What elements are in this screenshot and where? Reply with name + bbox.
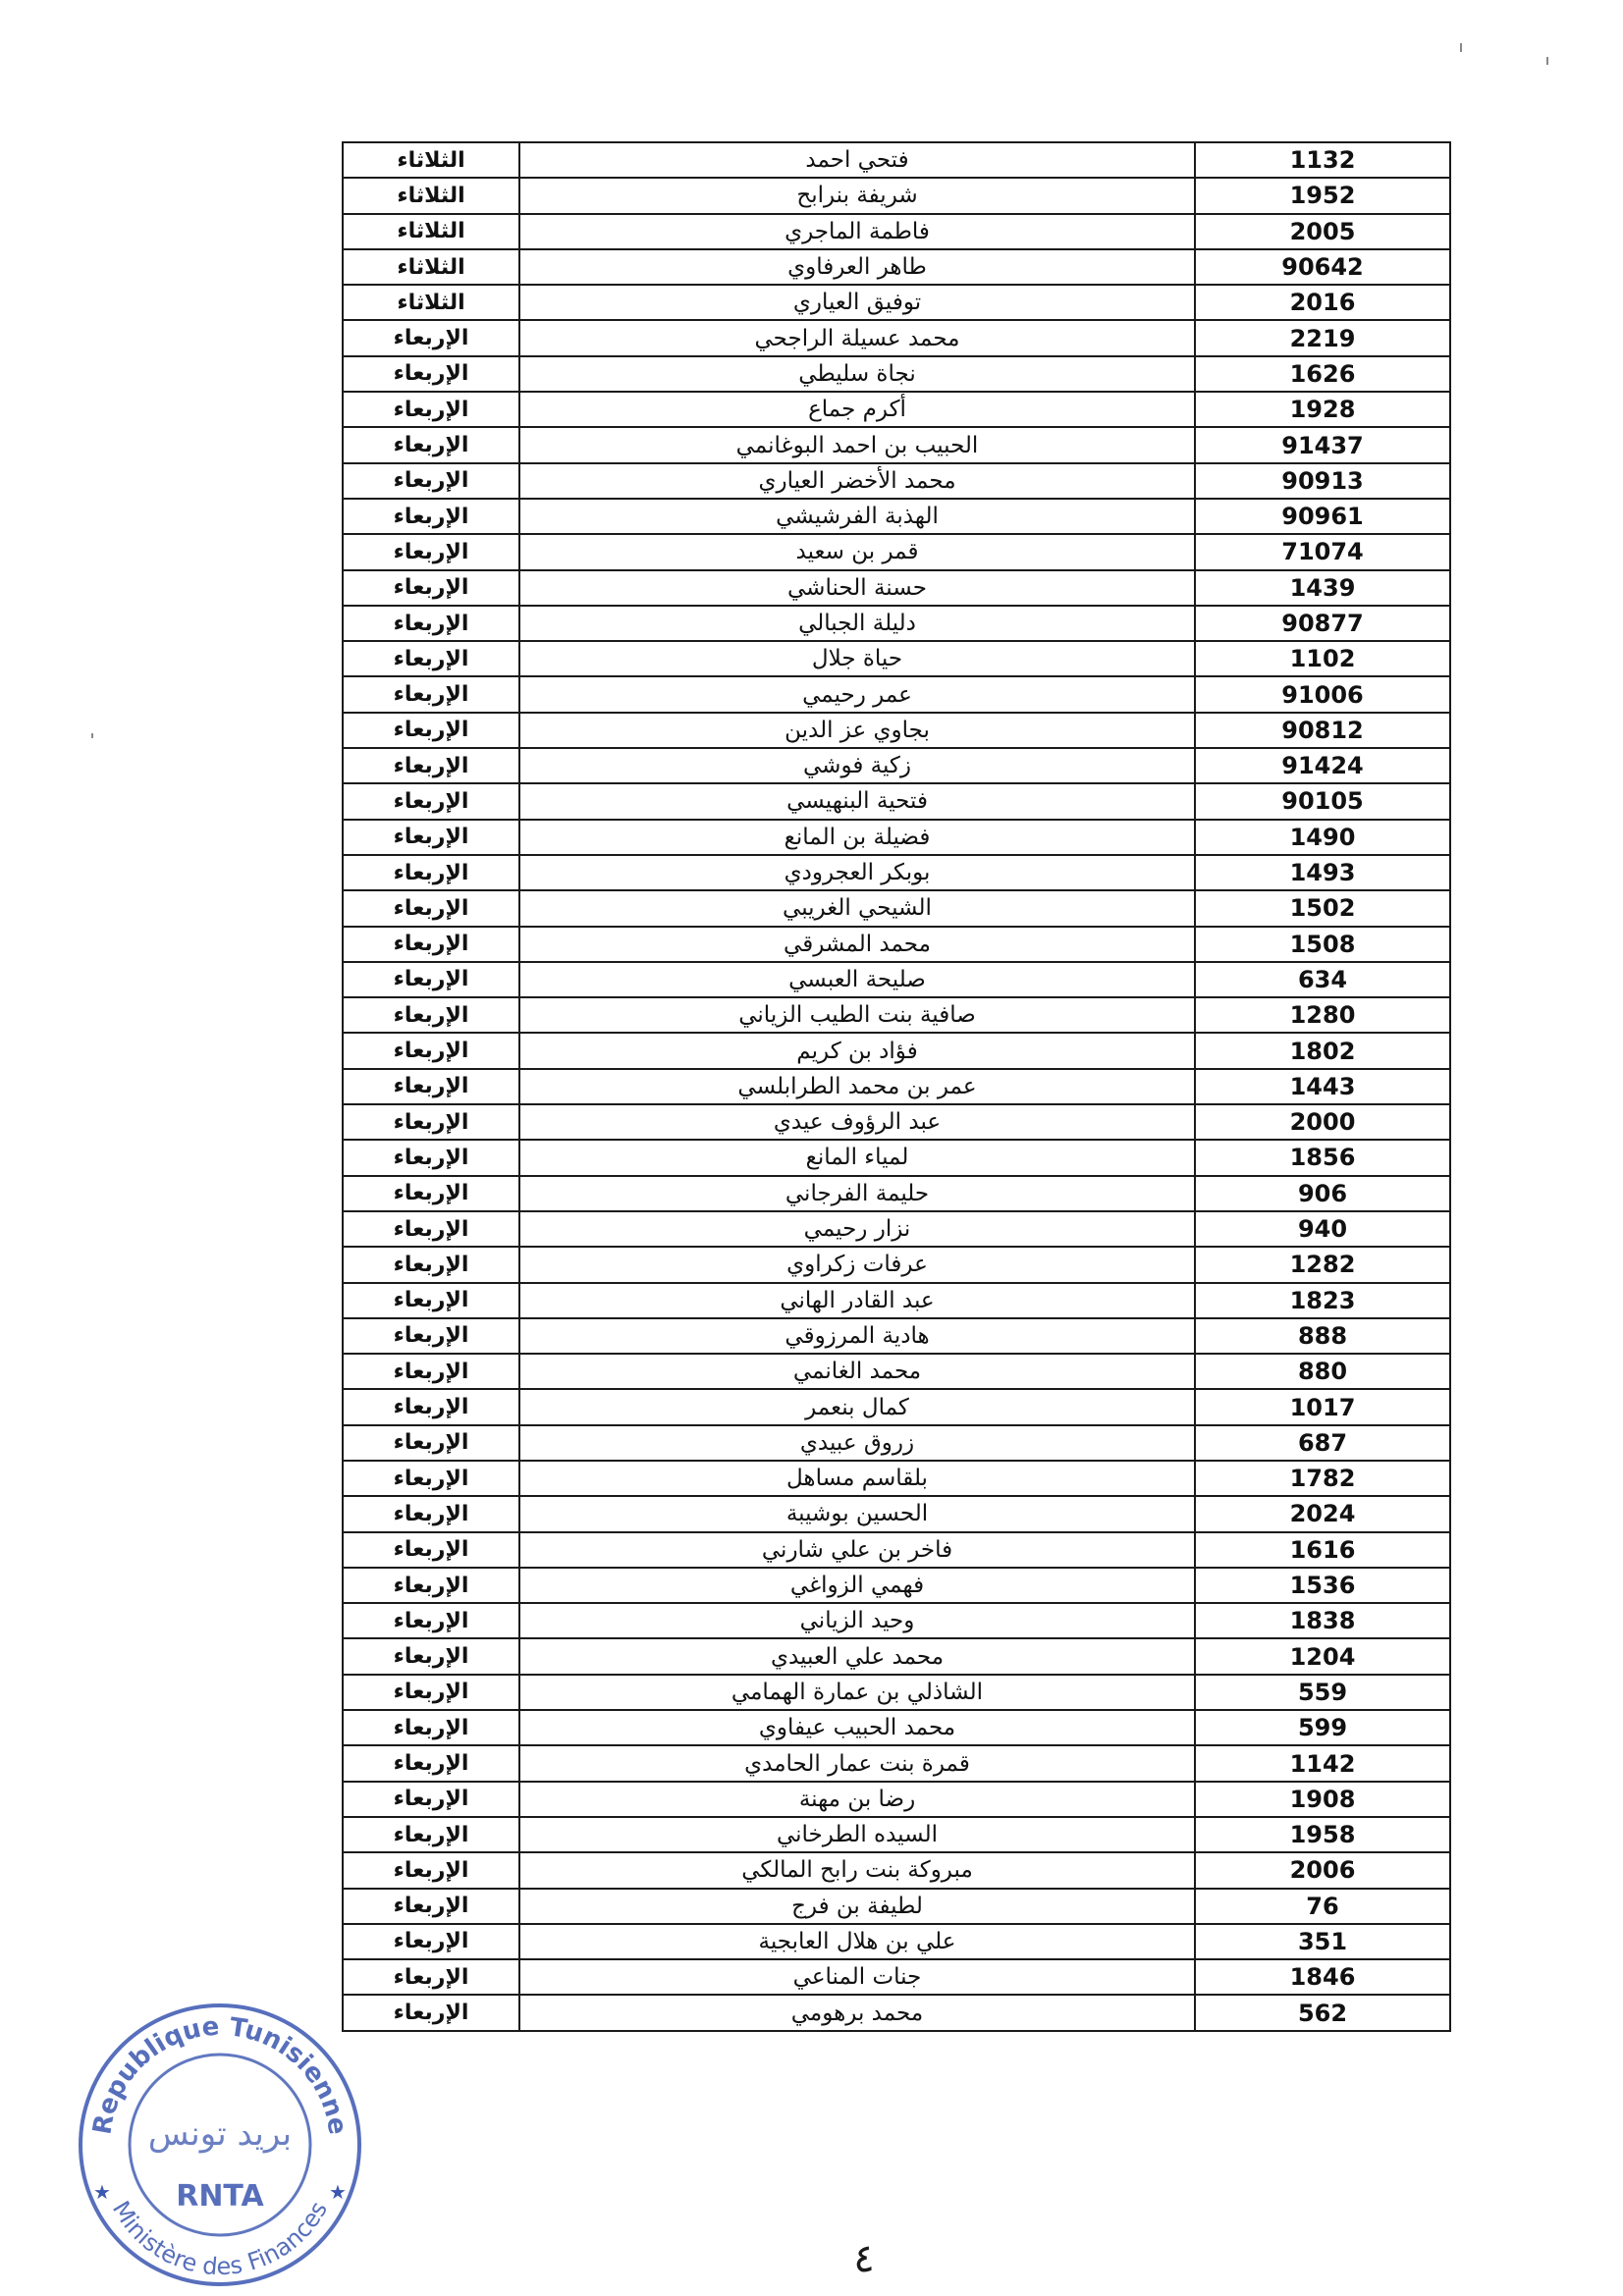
page-number: ٤ <box>853 2236 875 2281</box>
day-cell: الإربعاء <box>343 1354 519 1389</box>
table-row <box>343 463 1450 499</box>
stamp-top-text: Republique Tunisienne <box>87 2011 352 2137</box>
day-cell: الإربعاء <box>343 1924 519 1959</box>
scan-speck <box>1546 57 1548 65</box>
day-cell: الإربعاء <box>343 1425 519 1461</box>
id-cell: 1490 <box>1195 820 1450 855</box>
day-cell: الثلاثاء <box>343 214 519 249</box>
table-row <box>343 1889 1450 1924</box>
id-cell: 1017 <box>1195 1389 1450 1424</box>
day-cell: الإربعاء <box>343 676 519 712</box>
id-cell: 2016 <box>1195 285 1450 320</box>
day-cell: الإربعاء <box>343 1995 519 2030</box>
table-row <box>343 713 1450 748</box>
id-cell: 91424 <box>1195 748 1450 783</box>
id-cell: 90812 <box>1195 713 1450 748</box>
id-cell: 1132 <box>1195 142 1450 178</box>
table-row <box>343 356 1450 392</box>
stamp-center-text: RNTA <box>176 2179 264 2214</box>
name-cell: محمد برهومي <box>519 1995 1195 2030</box>
table-row <box>343 1603 1450 1638</box>
id-cell: 90961 <box>1195 499 1450 534</box>
name-cell: كمال بنعمر <box>519 1389 1195 1424</box>
name-cell: محمد عسيلة الراجحي <box>519 320 1195 355</box>
day-cell: الإربعاء <box>343 1959 519 1995</box>
table-row <box>343 178 1450 213</box>
day-cell: الثلاثاء <box>343 285 519 320</box>
day-cell: الإربعاء <box>343 1675 519 1710</box>
day-cell: الإربعاء <box>343 463 519 499</box>
table-row <box>343 1283 1450 1318</box>
name-cell: زروق عبيدي <box>519 1425 1195 1461</box>
name-cell: دليلة الجبالي <box>519 606 1195 641</box>
day-cell: الإربعاء <box>343 1069 519 1104</box>
id-cell: 1782 <box>1195 1461 1450 1496</box>
table-row <box>343 1852 1450 1888</box>
id-cell: 888 <box>1195 1318 1450 1354</box>
name-cell: صليحة العبسي <box>519 962 1195 997</box>
name-cell: الشاذلي بن عمارة الهمامي <box>519 1675 1195 1710</box>
id-cell: 1502 <box>1195 890 1450 926</box>
name-cell: بلقاسم مساهل <box>519 1461 1195 1496</box>
roster-table <box>342 141 1451 2032</box>
name-cell: جنات المناعي <box>519 1959 1195 1995</box>
id-cell: 1908 <box>1195 1782 1450 1817</box>
roster-table-body <box>343 142 1450 2031</box>
table-row <box>343 1461 1450 1496</box>
day-cell: الإربعاء <box>343 427 519 462</box>
table-row <box>343 748 1450 783</box>
day-cell: الإربعاء <box>343 1033 519 1068</box>
id-cell: 1443 <box>1195 1069 1450 1104</box>
name-cell: فتحية البنهيسي <box>519 783 1195 819</box>
name-cell: علي بن هلال العابجية <box>519 1924 1195 1959</box>
id-cell: 351 <box>1195 1924 1450 1959</box>
table-row <box>343 890 1450 926</box>
stamp-star-left-icon: ★ <box>93 2180 111 2204</box>
table-row <box>343 927 1450 962</box>
name-cell: الهذبة الفرشيشي <box>519 499 1195 534</box>
table-row <box>343 676 1450 712</box>
day-cell: الإربعاء <box>343 1461 519 1496</box>
name-cell: فاطمة الماجري <box>519 214 1195 249</box>
day-cell: الإربعاء <box>343 1318 519 1354</box>
table-row <box>343 1675 1450 1710</box>
id-cell: 599 <box>1195 1710 1450 1745</box>
table-row <box>343 1318 1450 1354</box>
id-cell: 2000 <box>1195 1104 1450 1140</box>
id-cell: 1846 <box>1195 1959 1450 1995</box>
name-cell: بوبكر العجرودي <box>519 855 1195 890</box>
id-cell: 91437 <box>1195 427 1450 462</box>
name-cell: السيده الطرخاني <box>519 1817 1195 1852</box>
day-cell: الإربعاء <box>343 997 519 1033</box>
name-cell: عبد القادر الهاني <box>519 1283 1195 1318</box>
table-row <box>343 1140 1450 1175</box>
name-cell: أكرم جماع <box>519 392 1195 427</box>
id-cell: 634 <box>1195 962 1450 997</box>
name-cell: فاخر بن علي شارني <box>519 1532 1195 1568</box>
table-row <box>343 997 1450 1033</box>
id-cell: 90642 <box>1195 249 1450 285</box>
table-row <box>343 1710 1450 1745</box>
table-row <box>343 534 1450 569</box>
table-row <box>343 570 1450 606</box>
day-cell: الإربعاء <box>343 855 519 890</box>
table-row <box>343 1033 1450 1068</box>
id-cell: 1958 <box>1195 1817 1450 1852</box>
day-cell: الإربعاء <box>343 1603 519 1638</box>
day-cell: الإربعاء <box>343 820 519 855</box>
id-cell: 880 <box>1195 1354 1450 1389</box>
id-cell: 1928 <box>1195 392 1450 427</box>
table-row <box>343 820 1450 855</box>
table-row <box>343 962 1450 997</box>
day-cell: الإربعاء <box>343 570 519 606</box>
day-cell: الثلاثاء <box>343 178 519 213</box>
name-cell: شريفة بنرابح <box>519 178 1195 213</box>
name-cell: حياة جلال <box>519 641 1195 676</box>
id-cell: 76 <box>1195 1889 1450 1924</box>
day-cell: الإربعاء <box>343 748 519 783</box>
id-cell: 2005 <box>1195 214 1450 249</box>
table-row <box>343 641 1450 676</box>
scan-speck <box>1460 43 1462 52</box>
table-row <box>343 606 1450 641</box>
table-row <box>343 1496 1450 1531</box>
day-cell: الإربعاء <box>343 1745 519 1781</box>
day-cell: الإربعاء <box>343 1247 519 1282</box>
id-cell: 687 <box>1195 1425 1450 1461</box>
day-cell: الثلاثاء <box>343 142 519 178</box>
table-row <box>343 320 1450 355</box>
name-cell: وحيد الزياني <box>519 1603 1195 1638</box>
id-cell: 2024 <box>1195 1496 1450 1531</box>
day-cell: الإربعاء <box>343 1782 519 1817</box>
id-cell: 1856 <box>1195 1140 1450 1175</box>
table-row <box>343 1211 1450 1247</box>
day-cell: الإربعاء <box>343 1104 519 1140</box>
table-row <box>343 214 1450 249</box>
id-cell: 1616 <box>1195 1532 1450 1568</box>
name-cell: بجاوي عز الدين <box>519 713 1195 748</box>
id-cell: 562 <box>1195 1995 1450 2030</box>
stamp-bottom-text: Ministère des Finances <box>106 2196 334 2281</box>
table-row <box>343 142 1450 178</box>
id-cell: 90877 <box>1195 606 1450 641</box>
table-row <box>343 1959 1450 1995</box>
day-cell: الإربعاء <box>343 1710 519 1745</box>
name-cell: محمد علي العبيدي <box>519 1638 1195 1674</box>
stamp-inner-script: بريد تونس <box>147 2114 293 2154</box>
name-cell: توفيق العياري <box>519 285 1195 320</box>
table-row <box>343 1924 1450 1959</box>
id-cell: 1823 <box>1195 1283 1450 1318</box>
id-cell: 906 <box>1195 1176 1450 1211</box>
name-cell: محمد الحبيب عيفاوي <box>519 1710 1195 1745</box>
name-cell: عمر رحيمي <box>519 676 1195 712</box>
day-cell: الثلاثاء <box>343 249 519 285</box>
name-cell: فؤاد بن كريم <box>519 1033 1195 1068</box>
id-cell: 559 <box>1195 1675 1450 1710</box>
name-cell: حليمة الفرجاني <box>519 1176 1195 1211</box>
table-row <box>343 783 1450 819</box>
id-cell: 1802 <box>1195 1033 1450 1068</box>
name-cell: رضا بن مهنة <box>519 1782 1195 1817</box>
id-cell: 91006 <box>1195 676 1450 712</box>
day-cell: الإربعاء <box>343 356 519 392</box>
table-row <box>343 1104 1450 1140</box>
table-row <box>343 1745 1450 1781</box>
name-cell: مبروكة بنت رابح المالكي <box>519 1852 1195 1888</box>
id-cell: 2006 <box>1195 1852 1450 1888</box>
table-row <box>343 1568 1450 1603</box>
scan-speck <box>91 733 93 738</box>
table-row <box>343 1354 1450 1389</box>
table-row <box>343 1247 1450 1282</box>
table-row <box>343 1425 1450 1461</box>
table-row <box>343 1817 1450 1852</box>
id-cell: 1626 <box>1195 356 1450 392</box>
table-row <box>343 249 1450 285</box>
day-cell: الإربعاء <box>343 1283 519 1318</box>
day-cell: الإربعاء <box>343 1638 519 1674</box>
day-cell: الإربعاء <box>343 783 519 819</box>
day-cell: الإربعاء <box>343 890 519 926</box>
name-cell: محمد الغانمي <box>519 1354 1195 1389</box>
id-cell: 1439 <box>1195 570 1450 606</box>
name-cell: محمد الأخضر العياري <box>519 463 1195 499</box>
table-row <box>343 855 1450 890</box>
name-cell: عبد الرؤوف عيدي <box>519 1104 1195 1140</box>
id-cell: 1102 <box>1195 641 1450 676</box>
name-cell: فهمي الزواغي <box>519 1568 1195 1603</box>
name-cell: محمد المشرقي <box>519 927 1195 962</box>
day-cell: الإربعاء <box>343 320 519 355</box>
table-row <box>343 427 1450 462</box>
id-cell: 1282 <box>1195 1247 1450 1282</box>
day-cell: الإربعاء <box>343 927 519 962</box>
day-cell: الإربعاء <box>343 1852 519 1888</box>
table-row <box>343 1782 1450 1817</box>
day-cell: الإربعاء <box>343 1496 519 1531</box>
day-cell: الإربعاء <box>343 1140 519 1175</box>
official-stamp <box>73 1998 367 2292</box>
name-cell: هادية المرزوقي <box>519 1318 1195 1354</box>
table-row <box>343 1995 1450 2030</box>
name-cell: لطيفة بن فرج <box>519 1889 1195 1924</box>
table-row <box>343 499 1450 534</box>
stamp-star-right-icon: ★ <box>329 2180 347 2204</box>
id-cell: 71074 <box>1195 534 1450 569</box>
table-row <box>343 1176 1450 1211</box>
id-cell: 1952 <box>1195 178 1450 213</box>
name-cell: عمر بن محمد الطرابلسي <box>519 1069 1195 1104</box>
name-cell: فضيلة بن المانع <box>519 820 1195 855</box>
id-cell: 2219 <box>1195 320 1450 355</box>
name-cell: الحسين بوشيبة <box>519 1496 1195 1531</box>
name-cell: حسنة الحناشي <box>519 570 1195 606</box>
day-cell: الإربعاء <box>343 392 519 427</box>
day-cell: الإربعاء <box>343 1532 519 1568</box>
table-row <box>343 1638 1450 1674</box>
id-cell: 1838 <box>1195 1603 1450 1638</box>
name-cell: زكية فوشي <box>519 748 1195 783</box>
day-cell: الإربعاء <box>343 1389 519 1424</box>
day-cell: الإربعاء <box>343 641 519 676</box>
name-cell: طاهر العرفاوي <box>519 249 1195 285</box>
name-cell: قمر بن سعيد <box>519 534 1195 569</box>
day-cell: الإربعاء <box>343 1211 519 1247</box>
day-cell: الإربعاء <box>343 606 519 641</box>
id-cell: 1508 <box>1195 927 1450 962</box>
id-cell: 1280 <box>1195 997 1450 1033</box>
id-cell: 1493 <box>1195 855 1450 890</box>
name-cell: نزار رحيمي <box>519 1211 1195 1247</box>
id-cell: 90913 <box>1195 463 1450 499</box>
day-cell: الإربعاء <box>343 1176 519 1211</box>
day-cell: الإربعاء <box>343 1889 519 1924</box>
name-cell: عرفات زكراوي <box>519 1247 1195 1282</box>
day-cell: الإربعاء <box>343 713 519 748</box>
id-cell: 90105 <box>1195 783 1450 819</box>
table-row <box>343 1389 1450 1424</box>
day-cell: الإربعاء <box>343 499 519 534</box>
id-cell: 1142 <box>1195 1745 1450 1781</box>
table-row <box>343 285 1450 320</box>
id-cell: 1536 <box>1195 1568 1450 1603</box>
table-row <box>343 392 1450 427</box>
name-cell: نجاة سليطي <box>519 356 1195 392</box>
day-cell: الإربعاء <box>343 1568 519 1603</box>
day-cell: الإربعاء <box>343 1817 519 1852</box>
id-cell: 940 <box>1195 1211 1450 1247</box>
name-cell: الشيحي الغريبي <box>519 890 1195 926</box>
table-row <box>343 1532 1450 1568</box>
day-cell: الإربعاء <box>343 962 519 997</box>
id-cell: 1204 <box>1195 1638 1450 1674</box>
name-cell: الحبيب بن احمد البوغانمي <box>519 427 1195 462</box>
name-cell: صافية بنت الطيب الزياني <box>519 997 1195 1033</box>
table-row <box>343 1069 1450 1104</box>
name-cell: لمياء المانع <box>519 1140 1195 1175</box>
day-cell: الإربعاء <box>343 534 519 569</box>
name-cell: قمرة بنت عمار الحامدي <box>519 1745 1195 1781</box>
name-cell: فتحي احمد <box>519 142 1195 178</box>
